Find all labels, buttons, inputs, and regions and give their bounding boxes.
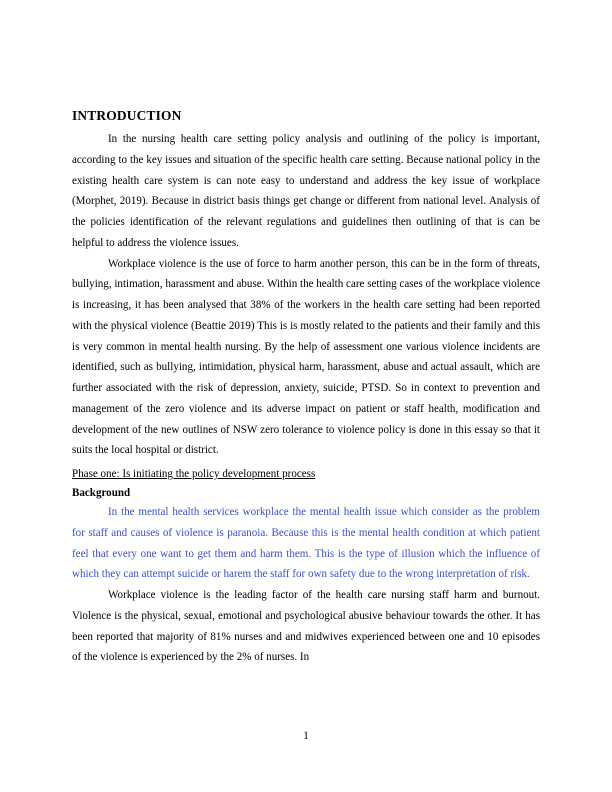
section-title: INTRODUCTION: [72, 108, 182, 123]
intro-paragraph-2: Workplace violence is the use of force to harm another person, this can be in the form of threats, bullying, intimation, harassment and abuse. Within the health care setting cases of the workplace violence is increasing, it has been analysed that 38% of the workers in the health care setting had been reported with the physical violence (Beattie 2019) This is is mostly related to the patients and their family and this is very common in mental health nursing. By the help of assessment one various violence incidents are identified, such as bullying, intimidation, physical harm, harassment, abuse and actual assault, which are further associated with the risk of depression, anxiety, suicide, PTSD. So in context to prevention and management of the zero violence and its adverse impact on patient or staff health, modification and development of the new outlines of NSW zero tolerance to violence policy is done in this essay so that it suits the local hospital or district.: [72, 257, 540, 457]
page-number: 1: [303, 730, 309, 742]
background-heading: Background: [72, 487, 131, 499]
background-paragraph-2: Workplace violence is the leading factor of the health care nursing staff harm and burnout. Violence is the physical, sexual, emotional and psychological abusive behaviour towards the other. It has been reported that majority of 81% nurses and and midwives experienced between one and 10 episodes of the violence is experienced by the 2% of nurses. In: [72, 589, 540, 664]
phase-heading: Phase one: Is initiating the policy development process: [72, 468, 316, 480]
page-content: [72, 107, 540, 668]
background-paragraph-1: In the mental health services workplace the mental health issue which consider as the problem for staff and causes of violence is paranoia. Because this is the mental health condition at which patient feel that every one want to get them and harm them. This is the type of illusion which the influence of which they can attempt suicide or harem the staff for own safety due to the wrong interpretation of risk.: [72, 506, 540, 581]
intro-paragraph-1: In the nursing health care setting policy analysis and outlining of the policy is important, according to the key issues and situation of the specific health care setting. Because national policy in the existing health care system is can note easy to understand and address the key issue of workplace (Morphet, 2019). Because in district basis things get change or different from national level. Analysis of the policies identification of the relevant regulations and guidelines then outlining of that is can be helpful to address the violence issues.: [72, 133, 540, 249]
